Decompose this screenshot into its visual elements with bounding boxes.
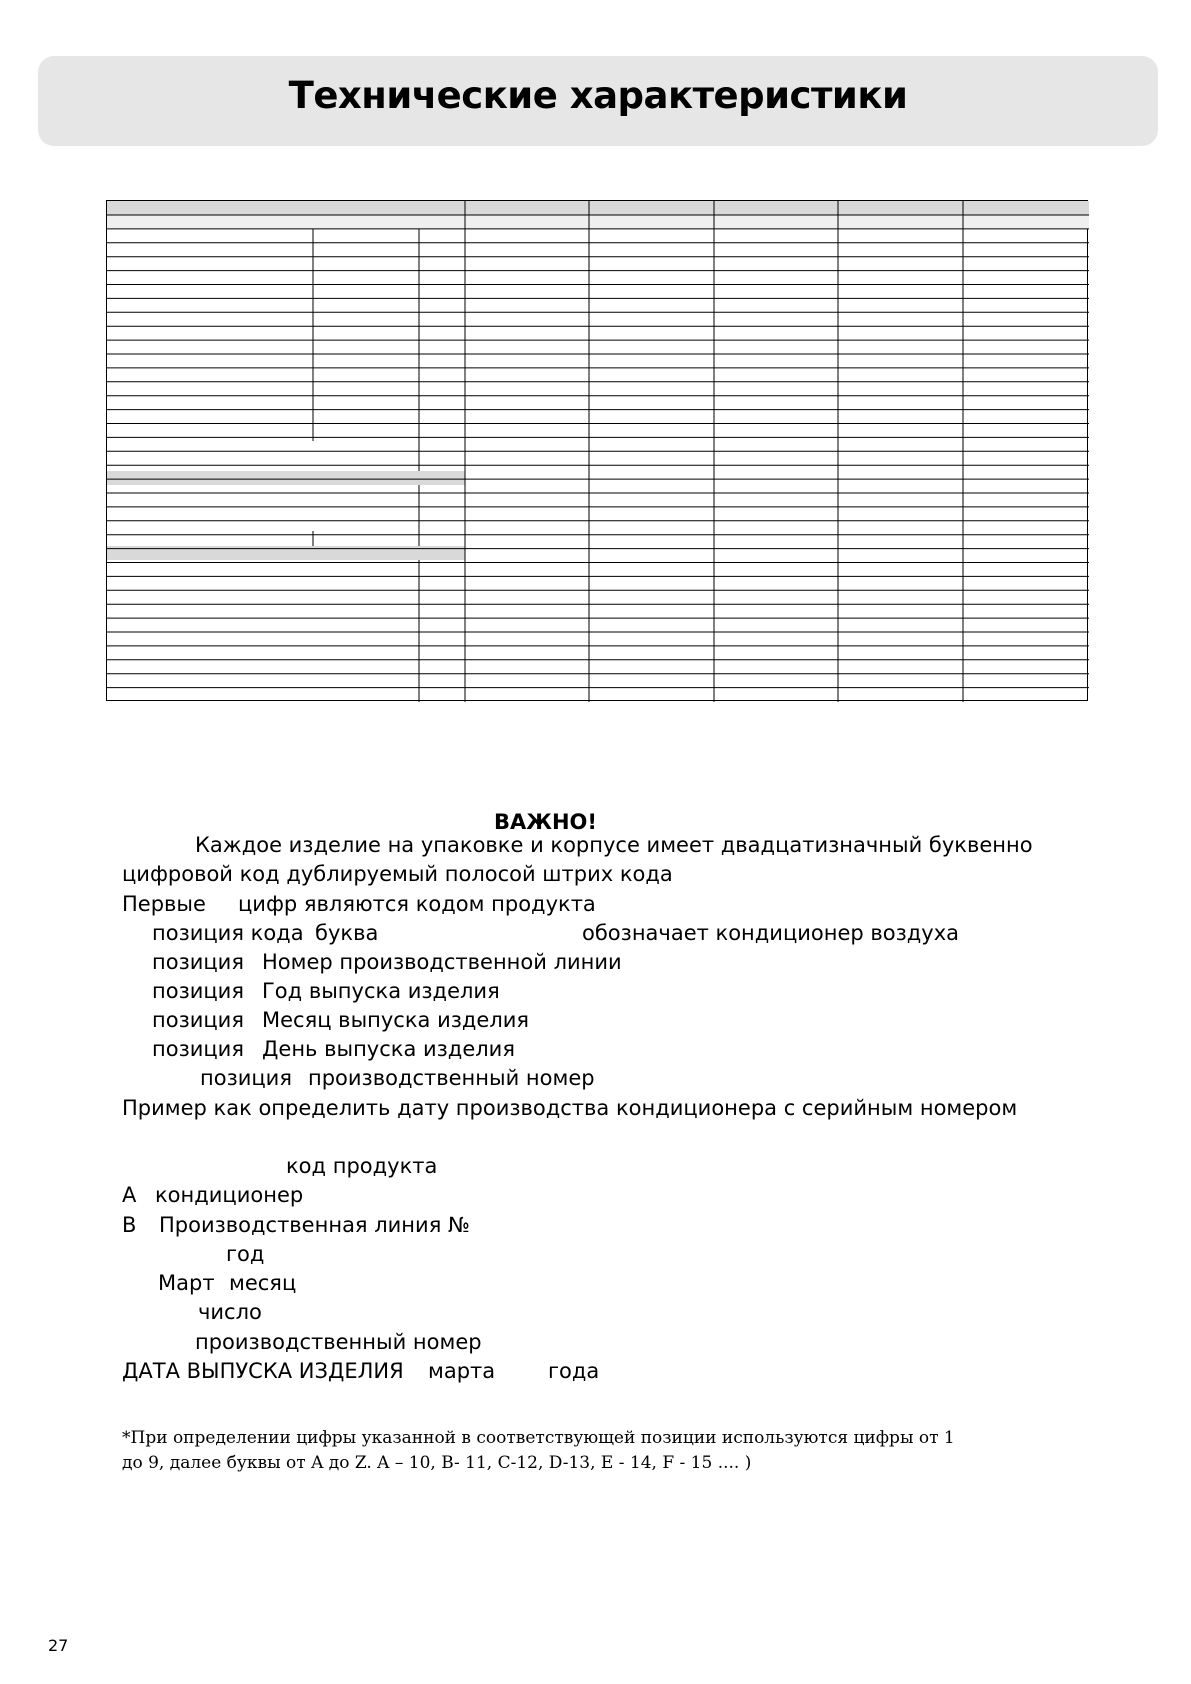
important-text-line: цифровой код дублируемый полосой штрих кода [122,862,673,886]
important-text-line: Год выпуска изделия [262,979,500,1003]
important-text-line: Каждое изделие на упаковке и корпусе имеет двадцатизначный буквенно [195,833,1033,857]
example-text-line: B [122,1213,137,1237]
important-text-line: позиция [152,950,244,974]
example-text-line: код продукта [286,1154,438,1178]
page-number: 27 [48,1636,69,1655]
important-text-line: производственный номер [308,1066,595,1090]
example-text-line: ДАТА ВЫПУСКА ИЗДЕЛИЯ [122,1359,404,1383]
important-text-line: позиция [152,1008,244,1032]
example-text-line: марта [428,1359,496,1383]
important-text-line: цифр являются кодом продукта [238,892,596,916]
example-text-line: Производственная линия № [159,1213,470,1237]
important-text-line: Номер производственной линии [262,950,622,974]
important-text-line: позиция [200,1066,292,1090]
important-text-line: Первые [122,892,206,916]
important-text-line: Пример как определить дату производства кондиционера с серийным номером [122,1096,1018,1120]
important-text-line: позиция [152,1037,244,1061]
important-text-line: буква [315,921,379,945]
example-text-line: Март [158,1271,215,1295]
specifications-table-grid [107,201,1089,702]
example-text-line: кондиционер [155,1183,304,1207]
example-text-line: месяц [229,1271,297,1295]
important-text-line: обозначает кондиционер воздуха [582,921,960,945]
table-subheader-row [107,215,1089,229]
important-heading: ВАЖНО! [494,810,597,834]
example-text-line: производственный номер [195,1330,482,1354]
example-text-line: год [226,1242,265,1266]
important-text-line: Месяц выпуска изделия [262,1008,530,1032]
footnote-line: до 9, далее буквы от A до Z. A – 10, B- 11, C-12, D-13, E - 14, F - 15 .... ) [122,1453,752,1473]
specifications-table [106,200,1088,701]
important-text-line: позиция [152,979,244,1003]
table-header-row [107,201,1089,215]
example-text-line: число [198,1300,262,1324]
table-section-row [107,546,465,560]
example-text-line: года [548,1359,600,1383]
footnote-line: *При определении цифры указанной в соответствующей позиции используются цифры от 1 [122,1428,955,1448]
example-text-line: A [122,1183,137,1207]
important-text-line: позиция кода [152,921,304,945]
page-title: Технические характеристики [288,74,908,117]
important-text-line: День выпуска изделия [262,1037,515,1061]
title-bar [38,56,1158,146]
table-section-row [107,471,465,485]
